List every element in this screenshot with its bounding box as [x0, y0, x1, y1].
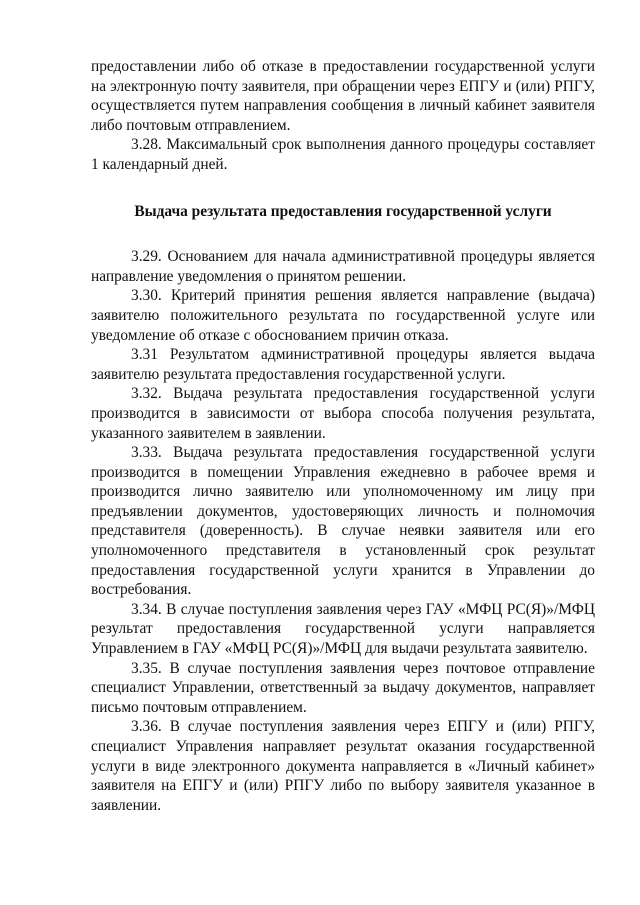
- paragraph-3-30: 3.30. Критерий принятия решения является направление (выдача) заявителю положительного результата по государственной услуге или уведомление об отказе с обоснованием причин отказа.: [91, 287, 595, 344]
- paragraph-3-29: 3.29. Основанием для начала административной процедуры является направление уведомления о принятом решении.: [91, 248, 595, 285]
- paragraph-3-35: 3.35. В случае поступления заявления через почтовое отправление специалист Управлении, ответственный за выдачу документов, направляет письмо почтовым отправлением.: [91, 659, 595, 716]
- paragraph-3-33: 3.33. Выдача результата предоставления государственной услуги производится в помещении Управления ежедневно в рабочее время и производится лично заявителю или уполномоченному им лицу при предъявлении документов, удостоверяющих личность и полномочия представителя (доверенность). В случае неявки заявителя или его уполномоченного представителя в установленный срок результат предоставления государственной услуги хранится в Управлении до востребования.: [91, 444, 595, 599]
- paragraph-continuation: предоставлении либо об отказе в предоставлении государственной услуги на электронную почту заявителя, при обращении через ЕПГУ и (или) РПГУ, осуществляется путем направления сообщения в личный кабинет заявителя либо почтовым отправлением.: [91, 58, 595, 134]
- paragraph-3-34: 3.34. В случае поступления заявления через ГАУ «МФЦ РС(Я)»/МФЦ результат предоставления государственной услуги направляется Управлением в ГАУ «МФЦ РС(Я)»/МФЦ для выдачи результата заявителю.: [91, 600, 595, 658]
- section-heading: Выдача результата предоставления государственной услуги: [134, 202, 552, 220]
- paragraph-3-36: 3.36. В случае поступления заявления через ЕПГУ и (или) РПГУ, специалист Управления направляет результат оказания государственной услуги в виде электронного документа направляется в «Личный кабинет» заявителя на ЕПГУ и (или) РПГУ либо по выбору заявителя указанное в заявлении.: [91, 718, 595, 814]
- paragraph-3-32: 3.32. Выдача результата предоставления государственной услуги производится в зависимости от выбора способа получения результата, указанного заявителем в заявлении.: [91, 385, 595, 442]
- document-page: [91, 57, 595, 815]
- paragraph-3-28: 3.28. Максимальный срок выполнения данного процедуры составляет 1 календарный дней.: [91, 136, 595, 173]
- paragraph-3-31: 3.31 Результатом административной процедуры является выдача заявителю результата предоставления государственной услуги.: [91, 346, 595, 383]
